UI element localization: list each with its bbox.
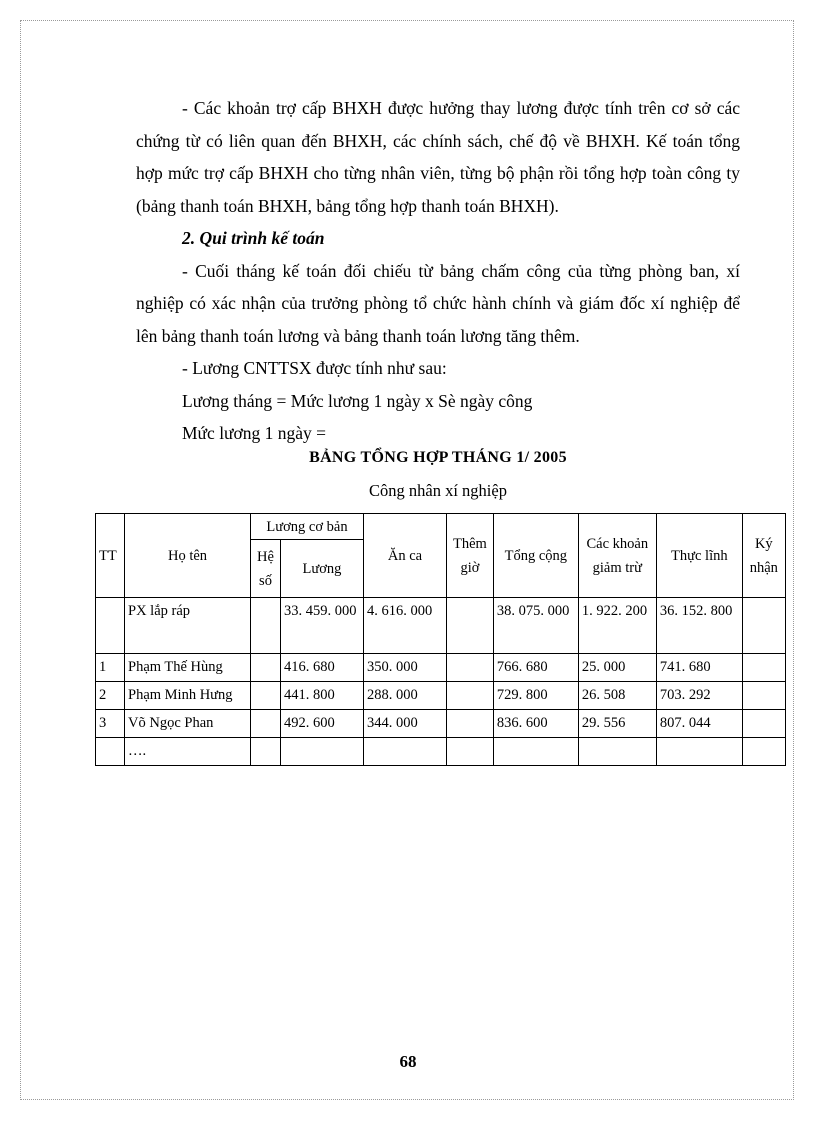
cell-tt: [96, 738, 125, 766]
cell-tong: [493, 738, 578, 766]
cell-thuc-linh: 807. 044: [656, 710, 742, 738]
table-row: [96, 682, 786, 710]
cell-them-gio: [447, 654, 494, 682]
header-luong-co-ban: Lương cơ bản: [251, 514, 364, 540]
table-row: [96, 710, 786, 738]
header-ky-nhan: Ký nhận: [742, 514, 785, 598]
cell-thuc-linh: 36. 152. 800: [656, 598, 742, 654]
header-giam-tru: Các khoản giảm trừ: [578, 514, 656, 598]
cell-an-ca: 344. 000: [364, 710, 447, 738]
cell-ky-nhan: [742, 598, 785, 654]
cell-name: Phạm Thế Hùng: [125, 654, 251, 682]
header-tong-cong: Tổng cộng: [493, 514, 578, 598]
header-an-ca: Ăn ca: [364, 514, 447, 598]
header-luong: Lương: [281, 540, 364, 598]
cell-name: PX lắp ráp: [125, 598, 251, 654]
cell-ky-nhan: [742, 654, 785, 682]
cell-name: Võ Ngọc Phan: [125, 710, 251, 738]
cell-an-ca: [364, 738, 447, 766]
header-tt: TT: [96, 514, 125, 598]
cell-tong: 766. 680: [493, 654, 578, 682]
summary-table: [95, 513, 786, 766]
header-he-so: Hệ số: [251, 540, 281, 598]
cell-thuc-linh: 741. 680: [656, 654, 742, 682]
cell-tong: 729. 800: [493, 682, 578, 710]
cell-an-ca: 4. 616. 000: [364, 598, 447, 654]
cell-tt: 2: [96, 682, 125, 710]
cell-ky-nhan: [742, 682, 785, 710]
cell-ky-nhan: [742, 710, 785, 738]
cell-an-ca: 288. 000: [364, 682, 447, 710]
formula-daily-salary: Mức lương 1 ngày =: [182, 423, 327, 443]
cell-giam-tru: 26. 508: [578, 682, 656, 710]
table-subtitle: Công nhân xí nghiệp: [369, 481, 507, 500]
cell-them-gio: [447, 738, 494, 766]
cell-ky-nhan: [742, 738, 785, 766]
paragraph-bhxh: - Các khoản trợ cấp BHXH được hưởng thay lương được tính trên cơ sở các chứng từ có liên quan đến BHXH, các chính sách, chế độ về BHXH. Kế toán tổng hợp mức trợ cấp BHXH cho từng nhân viên, từng bộ phận rồi tổng hợp toàn công ty (bảng thanh toán BHXH, bảng tổng hợp thanh toán BHXH).: [136, 98, 740, 216]
table-row: [96, 738, 786, 766]
cell-thuc-linh: [656, 738, 742, 766]
body-text: [136, 92, 740, 450]
cell-tt: [96, 598, 125, 654]
table-row: [96, 598, 786, 654]
cell-giam-tru: 29. 556: [578, 710, 656, 738]
cell-luong: [281, 738, 364, 766]
cell-thuc-linh: 703. 292: [656, 682, 742, 710]
cell-giam-tru: [578, 738, 656, 766]
cell-an-ca: 350. 000: [364, 654, 447, 682]
cell-tt: 1: [96, 654, 125, 682]
cell-them-gio: [447, 682, 494, 710]
cell-he-so: [251, 598, 281, 654]
paragraph-process: - Cuối tháng kế toán đối chiếu từ bảng chấm công của từng phòng ban, xí nghiệp có xác nhận của trưởng phòng tổ chức hành chính và giám đốc xí nghiệp để lên bảng thanh toán lương và bảng thanh toán lương tăng thêm.: [136, 260, 740, 346]
cell-luong: 416. 680: [281, 654, 364, 682]
header-thuc-linh: Thực lĩnh: [656, 514, 742, 598]
cell-giam-tru: 25. 000: [578, 654, 656, 682]
cell-luong: 492. 600: [281, 710, 364, 738]
cell-name: Phạm Minh Hưng: [125, 682, 251, 710]
paragraph-salary-calc: - Lương CNTTSX được tính như sau:: [182, 358, 447, 378]
cell-he-so: [251, 654, 281, 682]
cell-tong: 38. 075. 000: [493, 598, 578, 654]
cell-name: ….: [125, 738, 251, 766]
cell-them-gio: [447, 598, 494, 654]
cell-he-so: [251, 710, 281, 738]
header-ho-ten: Họ tên: [125, 514, 251, 598]
formula-monthly-salary: Lương tháng = Mức lương 1 ngày x Sè ngày công: [182, 390, 533, 411]
page-number: 68: [399, 1052, 417, 1071]
cell-luong: 33. 459. 000: [281, 598, 364, 654]
cell-tt: 3: [96, 710, 125, 738]
table-title: BẢNG TỔNG HỢP THÁNG 1/ 2005: [309, 449, 567, 466]
header-them-gio: Thêm giờ: [447, 514, 494, 598]
table-row: [96, 654, 786, 682]
section-heading: 2. Qui trình kế toán: [182, 228, 325, 248]
cell-them-gio: [447, 710, 494, 738]
cell-he-so: [251, 682, 281, 710]
cell-luong: 441. 800: [281, 682, 364, 710]
cell-tong: 836. 600: [493, 710, 578, 738]
cell-giam-tru: 1. 922. 200: [578, 598, 656, 654]
cell-he-so: [251, 738, 281, 766]
